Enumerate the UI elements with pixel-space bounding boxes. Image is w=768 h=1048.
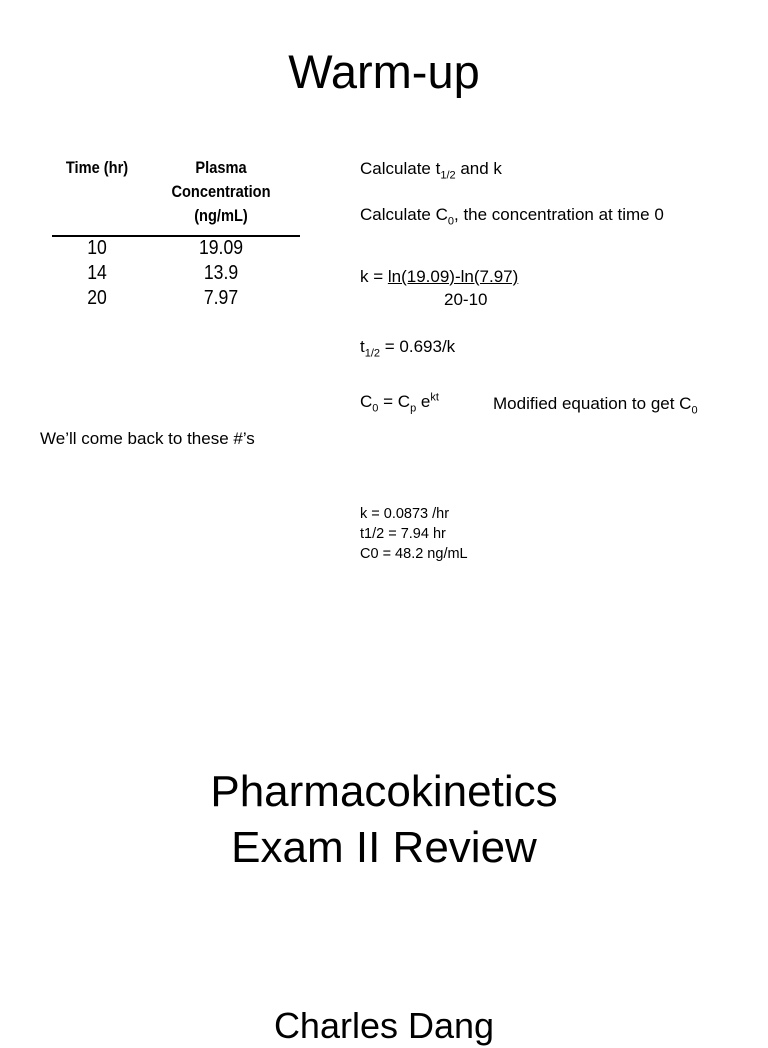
k-denominator: 20-10 — [444, 290, 488, 309]
table-cell-time: 10 — [87, 237, 107, 259]
k-formula: k = ln(19.09)-ln(7.97) — [360, 267, 519, 286]
result-thalf: t1/2 = 7.94 hr — [360, 526, 446, 542]
section-title-line2: Exam II Review — [231, 823, 537, 872]
table-cell-conc: 19.09 — [198, 237, 244, 259]
table-cell-conc: 13.9 — [203, 262, 239, 284]
header-time: Time (hr) — [65, 158, 129, 177]
table-cell-time: 14 — [87, 262, 107, 284]
section-title-line1: Pharmacokinetics — [210, 767, 558, 816]
note-text: We’ll come back to these #’s — [40, 429, 255, 448]
results-block — [360, 504, 468, 564]
task-calc-c0: Calculate $C_0$, the concentration at time 0 — [360, 205, 664, 228]
page-title: Warm-up — [288, 45, 480, 98]
thalf-formula: $t_{1/2} = 0.693/k$ — [360, 337, 456, 360]
result-c0: C0 = 48.2 ng/mL — [360, 546, 468, 562]
header-plasma-line3: (ng/mL) — [194, 206, 248, 225]
header-plasma-line2: Concentration — [171, 182, 271, 201]
header-plasma-line1: Plasma — [195, 158, 247, 177]
result-k: k = 0.0873 /hr — [360, 506, 450, 522]
author-name: Charles Dang — [273, 1005, 495, 1046]
task-calc-thalf: Calculate $t_{1/2}$ and k — [360, 159, 502, 182]
c0-formula: $C_0 = C_p$ $e^{kt}$ — [360, 391, 439, 415]
header-plasma — [166, 156, 276, 228]
modified-equation-note: Modified equation to get $C_0$ — [493, 394, 698, 417]
table-cell-time: 20 — [87, 287, 107, 309]
section-title — [0, 764, 768, 876]
k-numerator: ln(19.09)-ln(7.97) — [387, 267, 519, 286]
table-cell-conc: 7.97 — [203, 287, 239, 309]
